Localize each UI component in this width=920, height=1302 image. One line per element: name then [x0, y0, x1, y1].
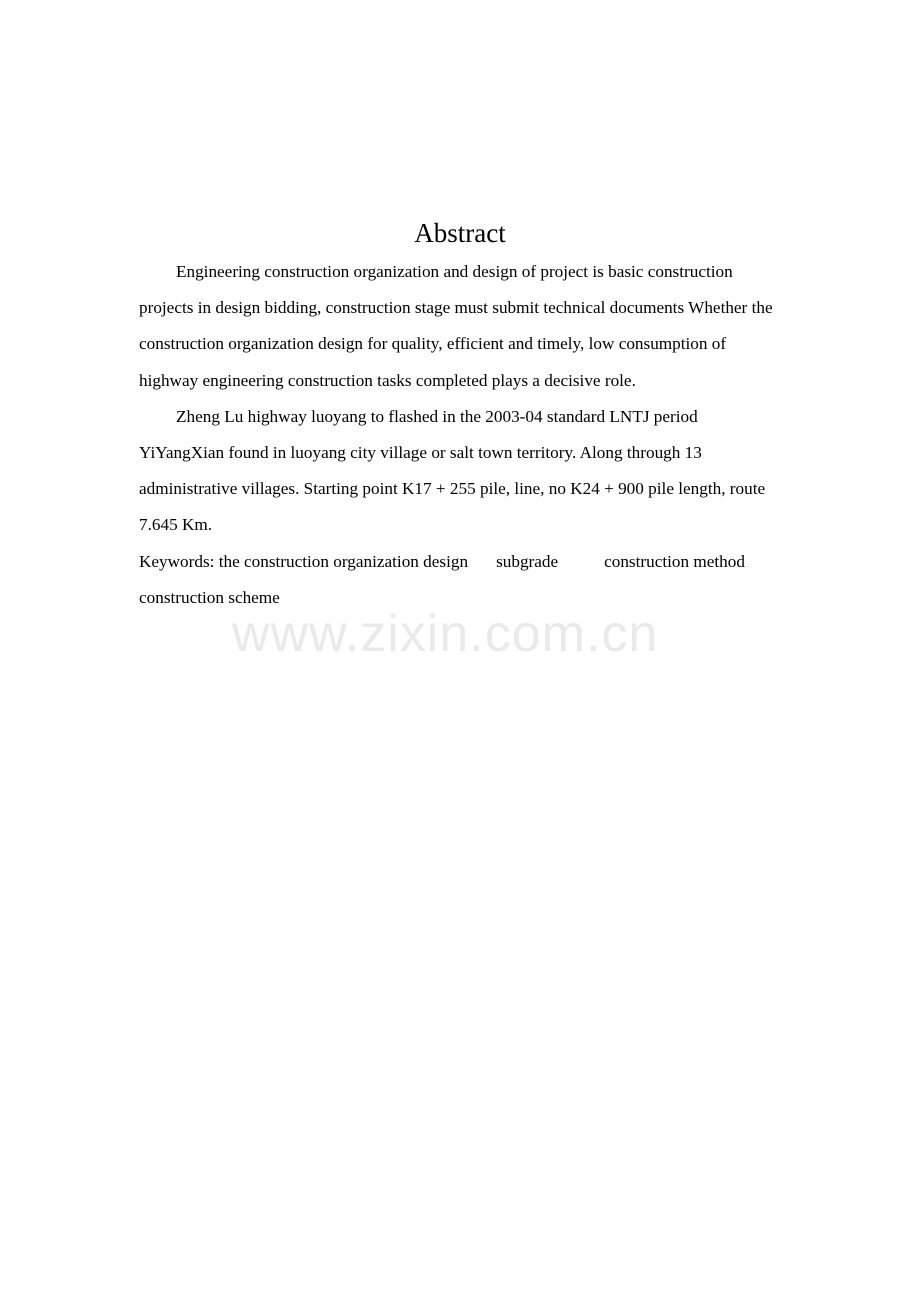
keyword-item: subgrade	[496, 551, 559, 571]
abstract-paragraph-1: Engineering construction organization and design of project is basic construction projects in design bidding, construction stage must submit technical documents Whether the construction organization design for quality, efficient and timely, low consumption of highway engineering construction tasks completed plays a decisive role.	[139, 262, 773, 390]
abstract-paragraph-2: Zheng Lu highway luoyang to flashed in the 2003-04 standard LNTJ period YiYangXian found in luoyang city village or salt town territory. Along through 13 administrative villages. Starting point K17 + 255 pile, line, no K24 + 900 pile length, route 7.645 Km.	[139, 406, 766, 535]
keywords-line	[139, 544, 781, 616]
keyword-item: method construction scheme	[139, 551, 745, 607]
keyword-item: construction	[604, 551, 690, 571]
abstract-section	[139, 214, 781, 616]
keyword-item: the construction organization design	[218, 551, 469, 571]
abstract-title: Abstract	[414, 218, 506, 248]
watermark-text: www.zixin.com.cn	[232, 605, 659, 663]
keywords-label: Keywords:	[139, 551, 215, 571]
